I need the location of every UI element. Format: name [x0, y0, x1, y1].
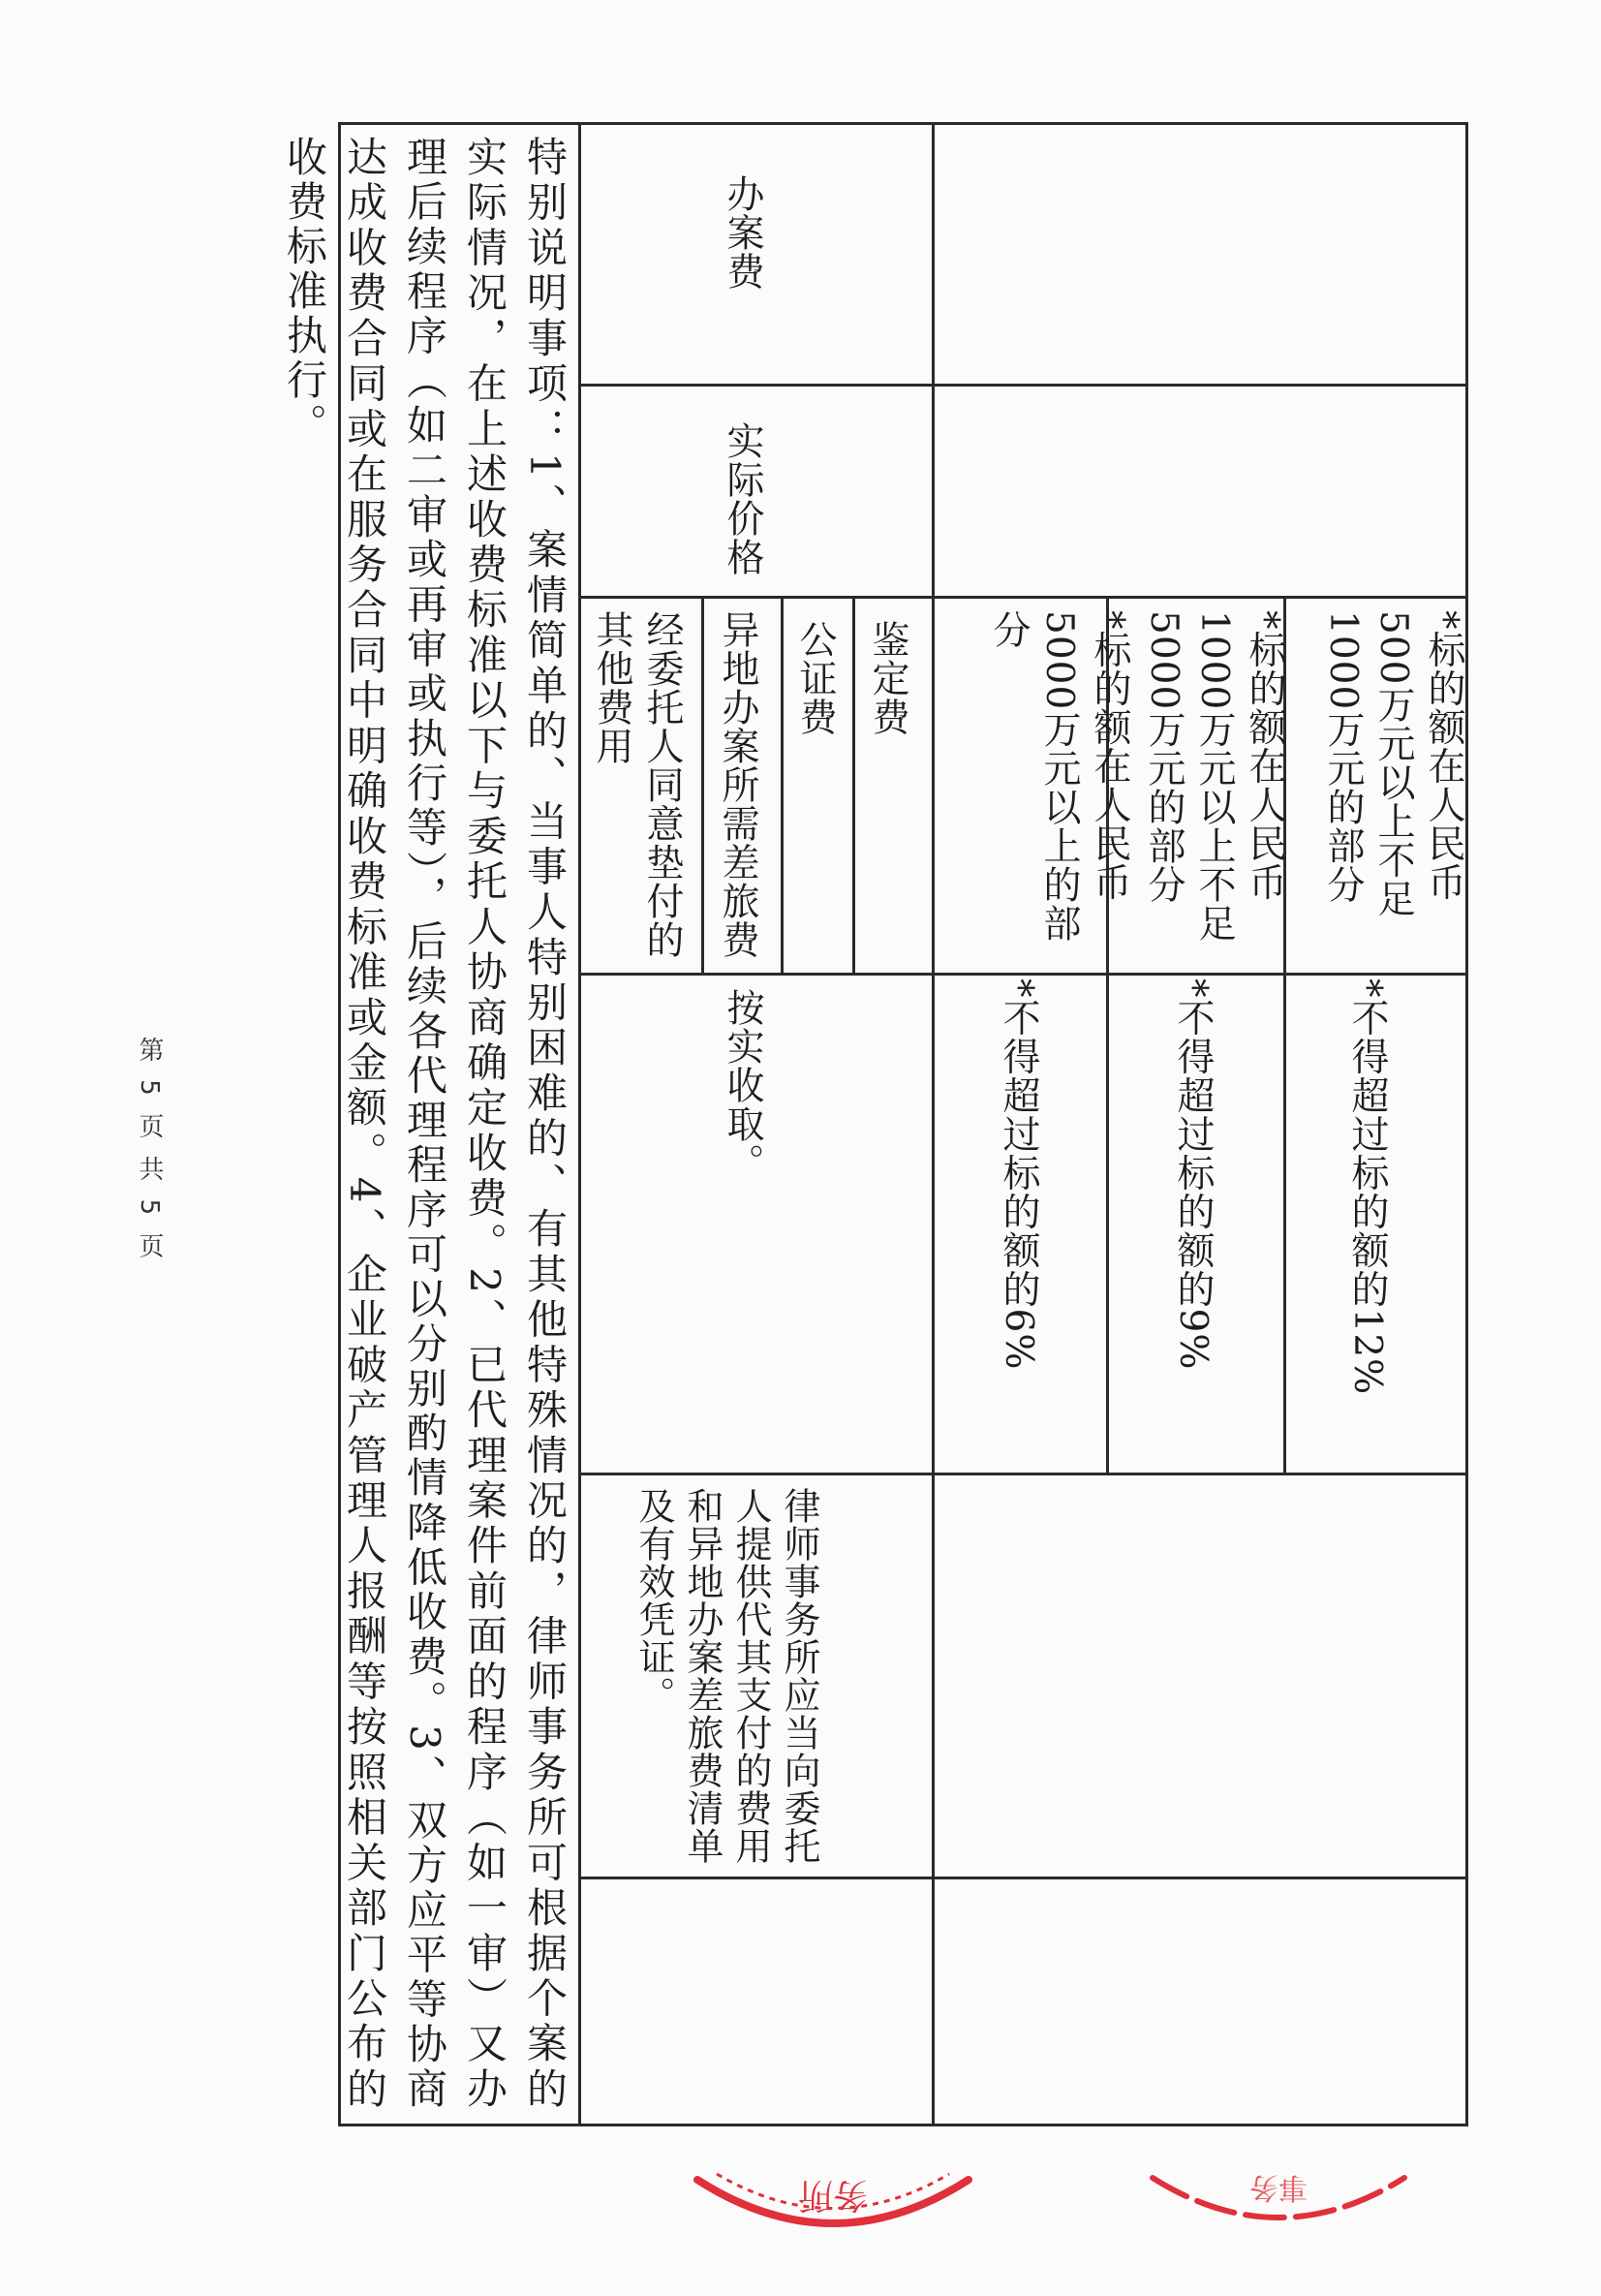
expense-appraisal: 鉴定费 [866, 620, 909, 736]
seal-left-text: 务所 [797, 2175, 869, 2215]
tier-desc-1: *标的额在人民币500万元以上不足1000万元的部分 [1321, 610, 1465, 918]
expense-notary: 公证费 [793, 620, 837, 736]
divider-row-2 [578, 596, 1466, 599]
expense-travel: 异地办案所需差旅费 [716, 610, 759, 959]
divider-row-1 [578, 384, 1466, 387]
expense-note: 律师事务所应当向委托人提供代其支付的费用和异地办案差旅费清单及有效凭证。 [632, 1487, 820, 1865]
seal-stamp-right [1143, 2160, 1414, 2286]
tier-cap-3: *不得超过标的额的6% [997, 978, 1040, 1371]
divider-main [932, 122, 935, 2126]
tier-desc-3: *标的额在人民币5000万元以上的部分 [987, 610, 1131, 944]
seal-stamp-left [688, 2160, 978, 2296]
seal-right-text: 事务 [1249, 2170, 1308, 2204]
expense-other: 经委托人同意垫付的其他费用 [590, 610, 684, 959]
divider-row-4 [578, 1473, 1466, 1475]
tier-cap-2: *不得超过标的额的9% [1171, 978, 1215, 1371]
divider-expense-3 [701, 596, 704, 974]
divider-expense-1 [852, 596, 855, 974]
row-label-banan: 办案费 [721, 174, 764, 291]
table-border-top [338, 122, 1468, 125]
tier-desc-2: *标的额在人民币1000万元以上不足5000万元的部分 [1142, 610, 1286, 944]
row-label-actual-price: 实际价格 [721, 421, 764, 576]
table-border-right [1465, 122, 1468, 2126]
special-note: 特别说明事项：1、案情简单的、当事人特别困难的、有其他特殊情况的，律师事务所可根据个案的实际情况，在上述收费标准以下与委托人协商确定收费。2、已代理案件前面的程序（如一审）又办理后续程序（如二审或再审或执行等），后续各代理程序可以分别酌情降低收费。3、双方应平等协商达成收费合同或在服务合同中明确收费标准或金额。4、企业破产管理人报酬等按照相关部门公布的收费标准执行。 [281, 136, 569, 2112]
tier-cap-1: *不得超过标的额的12% [1345, 978, 1389, 1396]
divider-row-3 [578, 973, 1466, 976]
divider-row-5 [578, 1877, 1466, 1879]
divider-expense-2 [781, 596, 784, 974]
page-number: 第 5 页 共 5 页 [135, 1037, 164, 1263]
divider-note [578, 122, 581, 2126]
expense-rule: 按实收取。 [721, 988, 764, 1182]
table-border-bottom [338, 2124, 1468, 2126]
